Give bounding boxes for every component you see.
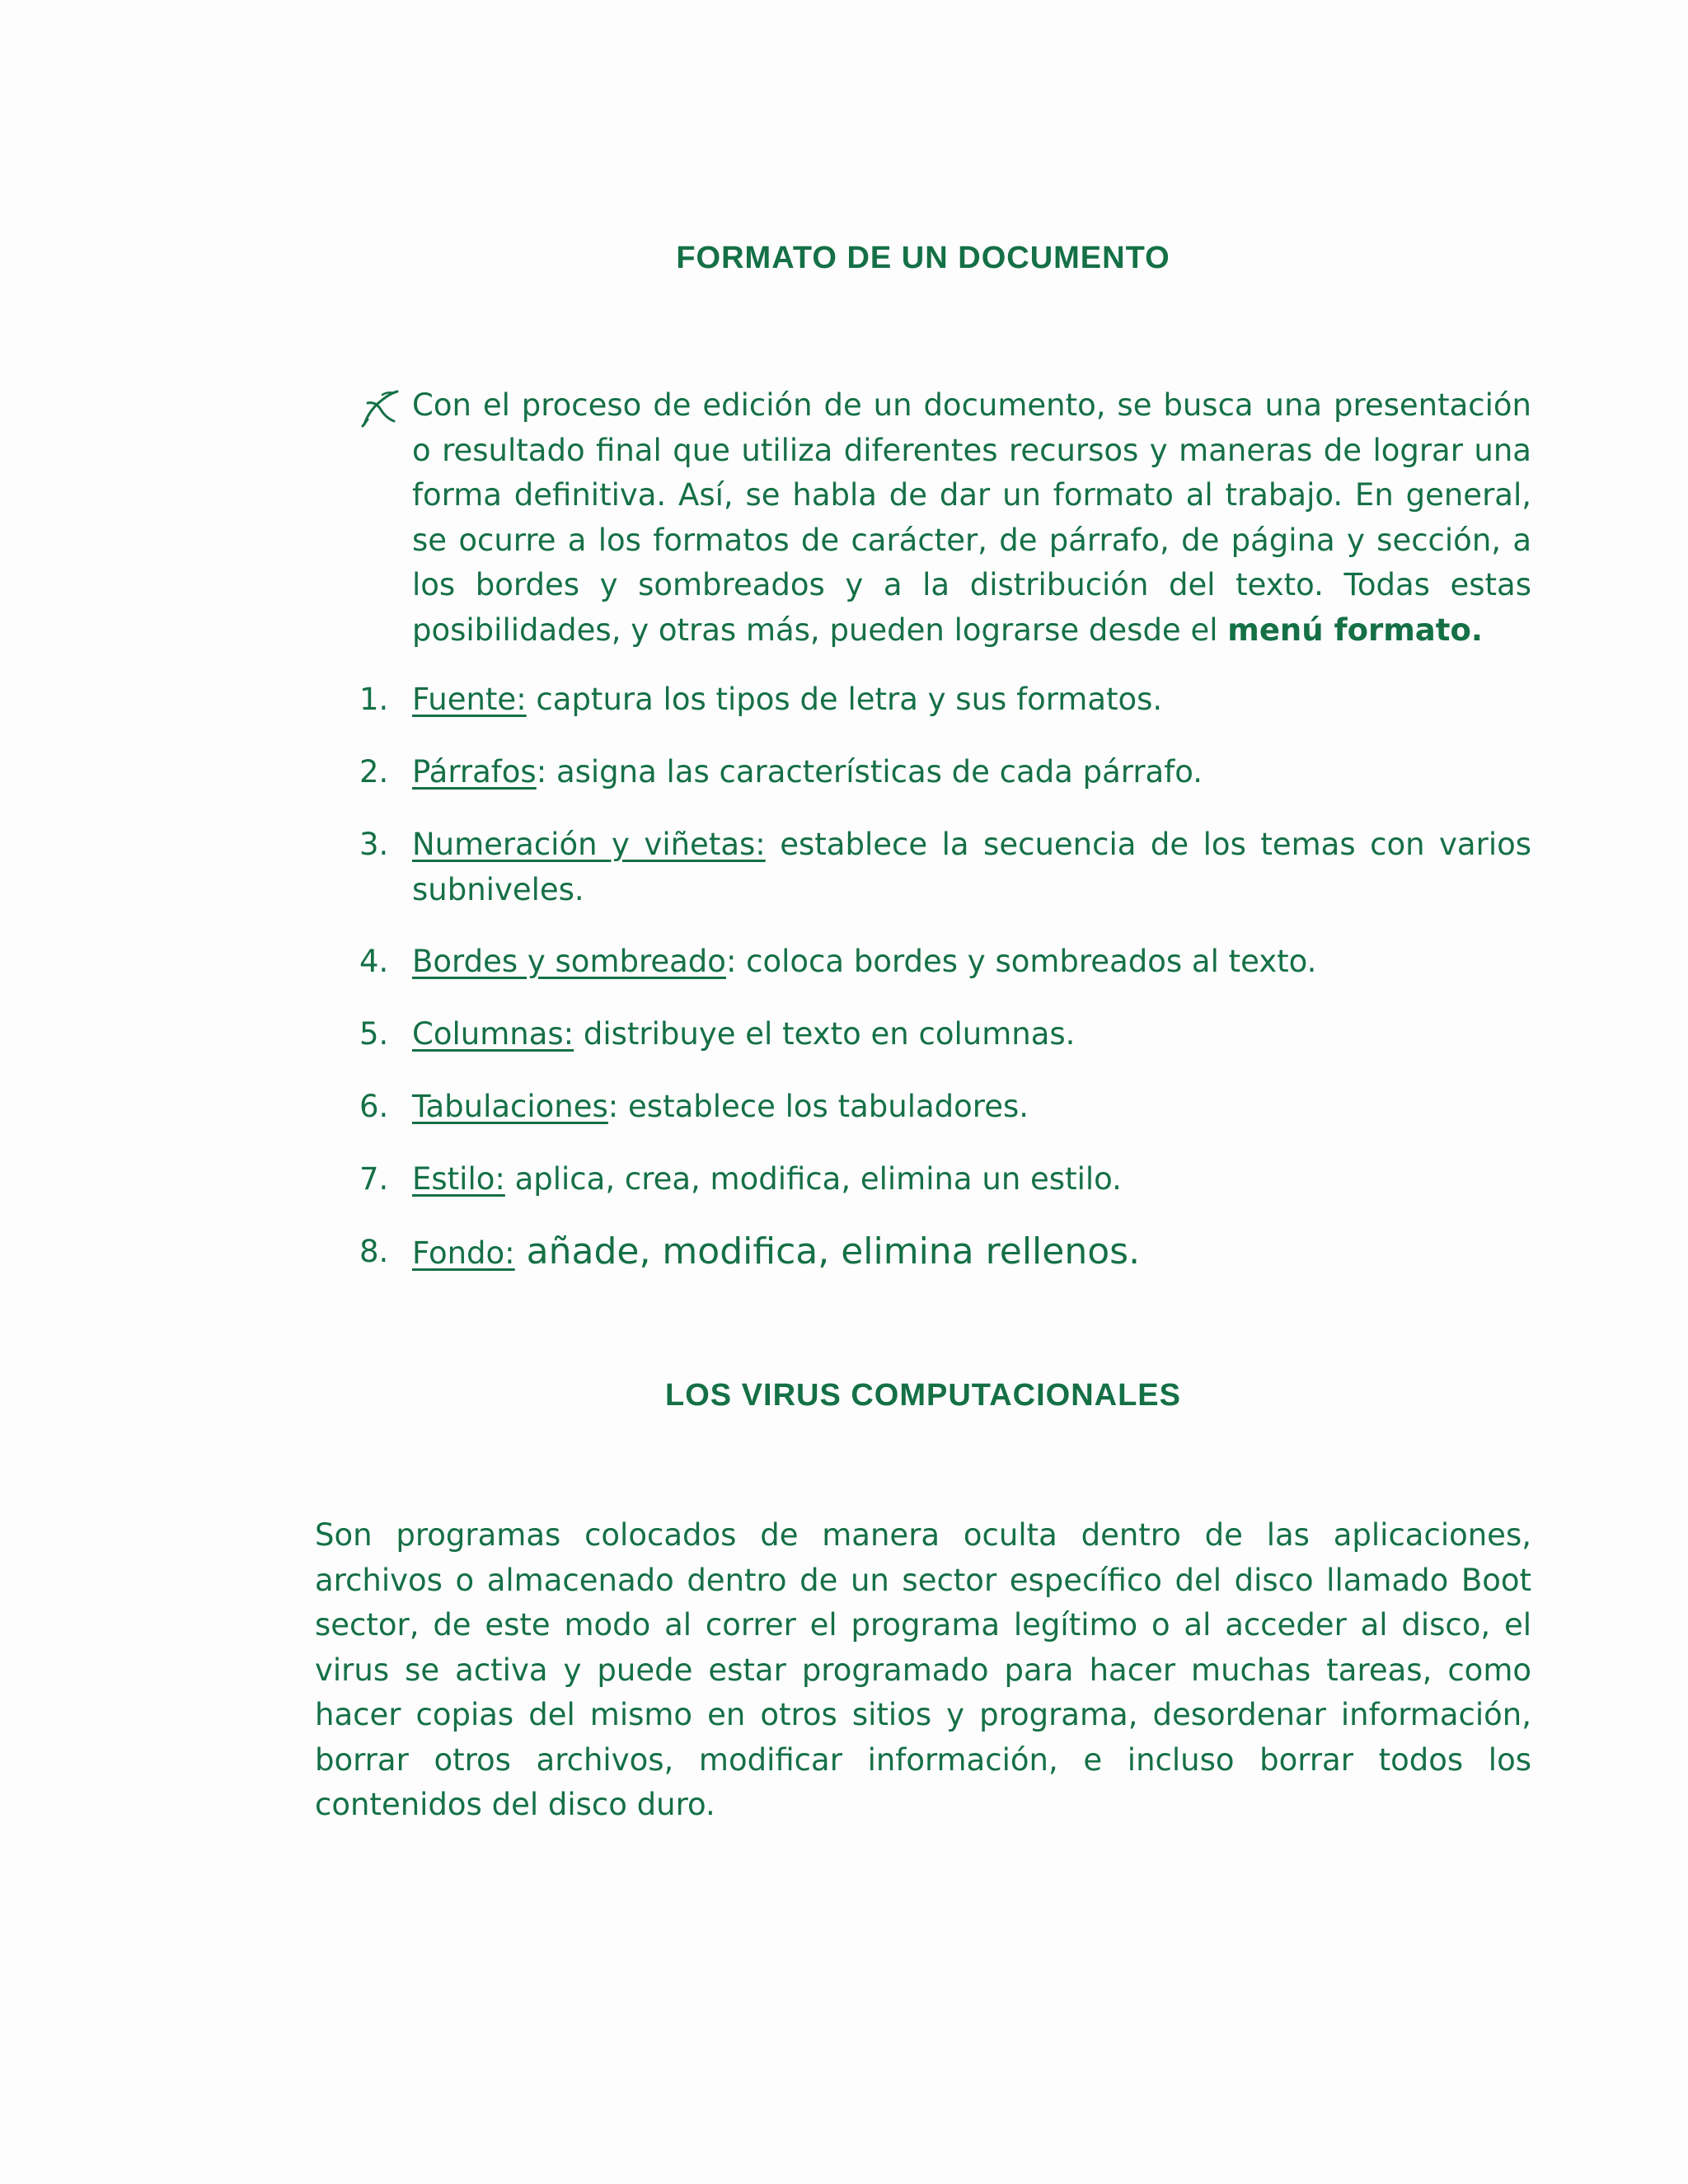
list-item-term: Estilo:	[412, 1161, 505, 1197]
list-item-number: 3.	[359, 827, 389, 862]
list-item-number: 8.	[359, 1234, 389, 1269]
list-item-number: 1.	[359, 682, 389, 717]
list-item-number: 6.	[359, 1089, 389, 1124]
list-item-description: aplica, crea, modifica, elimina un estilo.	[504, 1161, 1122, 1197]
list-item	[359, 677, 1531, 723]
list-item-number: 4.	[359, 944, 389, 979]
list-item-description: añade, modifica, elimina rellenos.	[514, 1230, 1141, 1272]
list-item-term: Columnas:	[412, 1016, 574, 1052]
list-item-term: Tabulaciones	[412, 1089, 608, 1124]
list-item-description: : coloca bordes y sombreados al texto.	[725, 944, 1317, 979]
list-item	[359, 1085, 1531, 1130]
list-item-number: 2.	[359, 754, 389, 790]
list-item-description: : asigna las características de cada párrafo.	[536, 754, 1203, 790]
list-item	[359, 940, 1531, 985]
list-item-term: Bordes y sombreado	[412, 944, 726, 979]
section-title-formato: FORMATO DE UN DOCUMENTO	[676, 241, 1170, 275]
list-item-term: Párrafos	[412, 754, 537, 790]
list-item-description: captura los tipos de letra y sus formatos.	[526, 682, 1163, 717]
writing-hand-icon	[358, 385, 404, 431]
section-title-virus: LOS VIRUS COMPUTACIONALES	[665, 1378, 1181, 1413]
intro-bold-menu: menú formato.	[1227, 612, 1483, 648]
list-item	[359, 823, 1531, 912]
list-item-term: Fuente:	[412, 682, 527, 717]
virus-paragraph: Son programas colocados de manera oculta dentro de las aplicaciones, archivos o almacenado dentro de un sector específico del disco llamado Boot sector, de este modo al correr el programa legítimo o al acceder al disco, el virus se activa y puede estar programado para hacer muchas tareas, como hacer copias del mismo en otros sitios y programa, desordenar información, borrar otros archivos, modificar información, e incluso borrar todos los contenidos del disco duro.	[315, 1517, 1531, 1822]
list-item	[359, 1230, 1531, 1277]
intro-text: Con el proceso de edición de un documento, se busca una presentación o resultado final que utiliza diferentes recursos y maneras de lograr una forma definitiva. Así, se habla de dar un formato al trabajo. En general, se ocurre a los formatos de carácter, de párrafo, de página y sección, a los bordes y sombreados y a la distribución del texto. Todas estas posibilidades, y otras más, pueden lograrse desde el	[412, 387, 1531, 648]
list-item	[359, 750, 1531, 795]
list-item-number: 5.	[359, 1016, 389, 1052]
list-item-description: : establece los tabuladores.	[607, 1089, 1029, 1124]
list-item-description: distribuye el texto en columnas.	[574, 1016, 1076, 1052]
intro-paragraph	[412, 383, 1531, 653]
list-item-term: Fondo:	[412, 1235, 515, 1271]
list-item-term: Numeración y viñetas:	[412, 827, 766, 862]
list-item-description: establece la secuencia de los temas con varios subniveles.	[412, 827, 1532, 907]
list-item	[359, 1012, 1531, 1057]
list-item	[359, 1157, 1531, 1202]
list-item-number: 7.	[359, 1161, 389, 1197]
